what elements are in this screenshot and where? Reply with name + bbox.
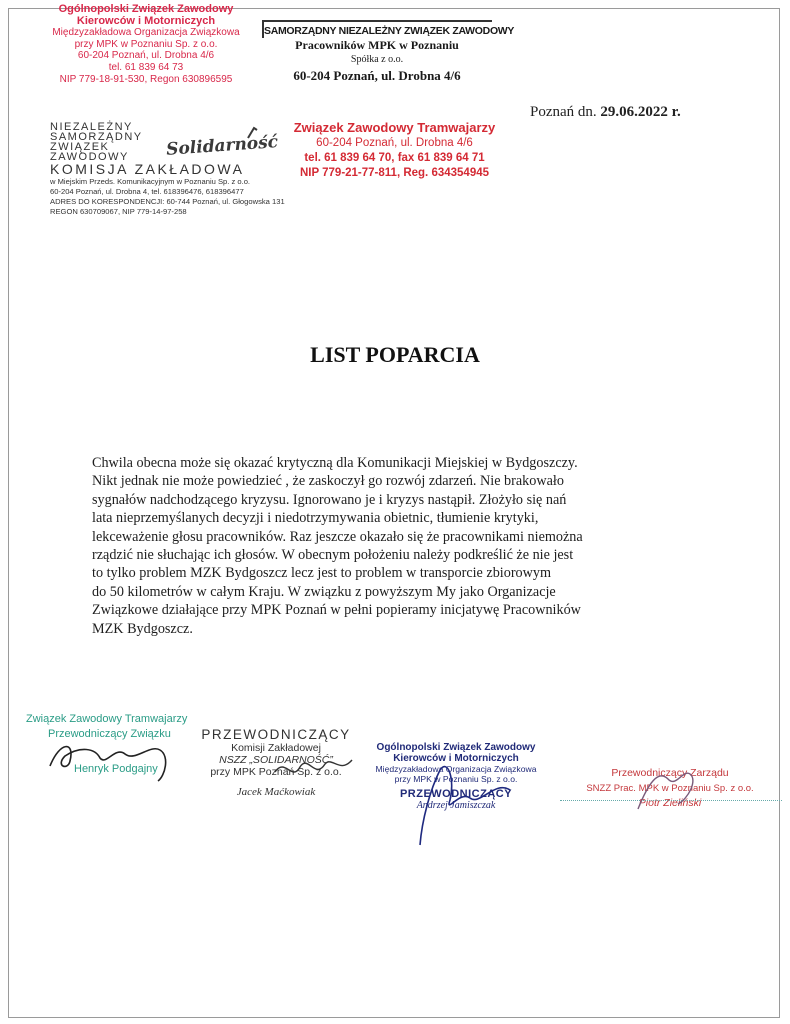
stamp-line: Kierowców i Motorniczych [76, 14, 216, 27]
signature-line: Komisji Zakładowej [231, 742, 321, 754]
signature-line: przy MPK Poznań Sp. z o.o. [210, 766, 342, 778]
signature-line: przy MPK w Poznaniu Sp. z o.o. [394, 774, 518, 784]
body-line: lata nieprzemyślanych decyzji i niedotrzymywania obietnic, tłumienie krytyki, [92, 510, 539, 527]
stamp-line: SAMORZĄDNY NIEZALEŻNY ZWIĄZEK ZAWODOWY [262, 20, 492, 38]
date-prefix: Poznań dn. [530, 104, 597, 120]
stamp-line: Spółka z o.o. [350, 54, 404, 65]
signature-org: Związek Zawodowy Tramwajarzy [26, 713, 188, 725]
document-title: LIST POPARCIA [310, 342, 480, 367]
stamp-line: 60-204 Poznań, ul. Drobna 4, tel. 618396476, 618396477 [50, 187, 244, 196]
body-line: Związkowe działające przy MPK Poznań w pełni popieramy inicjatywę Pracowników [92, 602, 581, 619]
signature-role: Przewodniczący Związku [48, 728, 171, 740]
body-line: lekceważenie głosu pracowników. Raz jeszcze okazało się że pracownikami niemożna [92, 528, 583, 545]
stamp-line: NIP 779-21-77-811, Reg. 634354945 [299, 167, 490, 179]
stamp-line: ZWIĄZEK [50, 141, 110, 153]
stamp-line: Związek Zawodowy Tramwajarzy [293, 120, 496, 135]
body-line: to tylko problem MZK Bydgoszcz lecz jest to problem w transporcie zbiorowym [92, 565, 552, 582]
stamp-line: KOMISJA ZAKŁADOWA [50, 161, 245, 177]
signature-role: PRZEWODNICZĄCY [399, 788, 513, 800]
stamp-tramwajarzy [282, 120, 507, 181]
signature-line: NSZZ „SOLIDARNOŚĆ” [219, 754, 333, 766]
handwritten-signature-icon [270, 752, 360, 792]
body-line: Nikt jednak nie może powiedzieć , że zaskoczył go rozwój zdarzeń. Nie brakowało [92, 473, 564, 490]
stamp-line: przy MPK w Poznaniu Sp. z o.o. [74, 38, 218, 50]
stamp-line: w Miejskim Przeds. Komunikacyjnym w Poznaniu Sp. z o.o. [50, 177, 251, 186]
signature-role: PRZEWODNICZĄCY [201, 727, 351, 742]
date-value: 29.06.2022 r. [600, 104, 681, 120]
handwritten-signature-icon [40, 736, 190, 786]
handwritten-signature-icon [628, 764, 708, 814]
stamp-line: tel. 61 839 64 70, fax 61 839 64 71 [304, 152, 485, 164]
stamp-komisja-zakladowa [50, 121, 285, 217]
signature-line: Międzyzakładowa Organizacja Związkowa [375, 764, 537, 774]
stamp-line: 60-204 Poznań, ul. Drobna 4/6 [316, 137, 473, 149]
stamp-line: 60-204 Poznań, ul. Drobna 4/6 [293, 68, 461, 83]
stamp-samorzadny [262, 20, 515, 84]
signature-line: Kierowców i Motorniczych [393, 753, 519, 764]
signature-name: Jacek Maćkowiak [236, 786, 316, 798]
solidarnosc-logo [165, 124, 279, 160]
stamp-line: ZAWODOWY [50, 151, 129, 163]
body-line: Chwila obecna może się okazać krytyczną dla Komunikacji Miejskiej w Bydgoszczy. [92, 455, 578, 471]
letter-body [92, 454, 692, 638]
signature-role: Przewodniczący Zarządu [611, 767, 729, 779]
stamp-line: Pracowników MPK w Poznaniu [295, 38, 459, 52]
signature-line: Ogólnopolski Związek Zawodowy [376, 742, 536, 753]
stamp-line: Ogólnopolski Związek Zawodowy [58, 3, 234, 15]
body-line: MZK Bydgoszcz. [92, 620, 193, 637]
handwritten-signature-icon [400, 760, 520, 850]
body-line: do 50 kilometrów w całym Kraju. W związku z powyższym My jako Organizacje [92, 583, 556, 600]
stamp-line: NIEZALEŻNY [50, 121, 133, 133]
logo-text: Solidarność [165, 132, 279, 160]
stamp-ogolnopolski [26, 4, 266, 85]
stamp-line: 60-204 Poznań, ul. Drobna 4/6 [77, 50, 215, 62]
signature-name: Andrzej Jamiszczak [416, 800, 496, 811]
stamp-line: REGON 630709067, NIP 779-14-97-258 [50, 207, 187, 216]
letter-date [530, 104, 681, 121]
stamp-line: ADRES DO KORESPONDENCJI: 60-744 Poznań, ul. Głogowska 131 [50, 197, 285, 206]
signature-name: Piotr Zieliński [638, 797, 702, 809]
body-line: rządzić nie słuchając ich głosów. W obecnym położeniu należy podkreślić że nie jest [92, 547, 574, 564]
signature-name: Henryk Podgajny [74, 763, 158, 775]
stamp-line: SAMORZĄDNY [50, 131, 143, 143]
body-line: sygnałów nadchodzącego kryzysu. Ignorowano je i kryzys nastąpił. Złożyło się nań [92, 491, 567, 508]
signature-line: SNZZ Prac. MPK w Poznaniu Sp. z o.o. [586, 783, 754, 794]
stamp-line: NIP 779-18-91-530, Regon 630896595 [59, 73, 233, 85]
stamp-line: tel. 61 839 64 73 [108, 61, 184, 73]
stamp-line: Międzyzakładowa Organizacja Związkowa [52, 27, 240, 39]
